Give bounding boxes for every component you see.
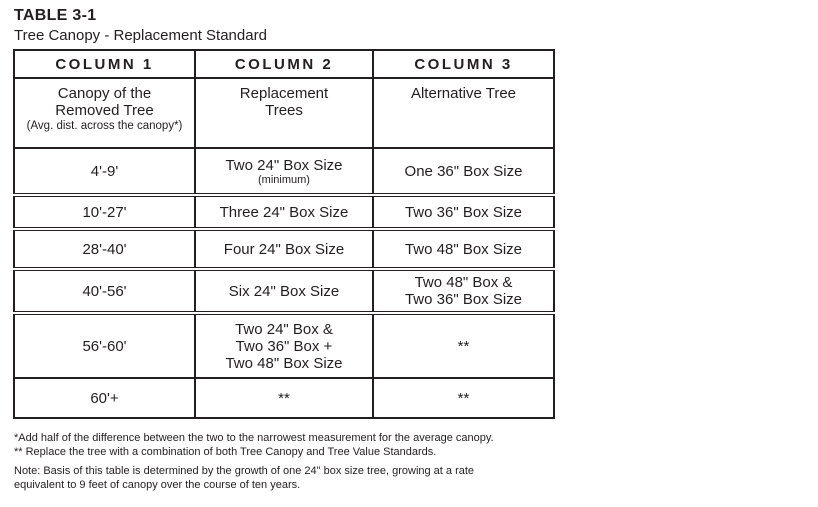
- table-title: Tree Canopy - Replacement Standard: [14, 27, 267, 44]
- table-row: [14, 313, 554, 378]
- column-description: [195, 78, 373, 148]
- alternative-line: Two 48" Box &: [414, 274, 513, 291]
- canopy-cell: 28'-40': [14, 229, 195, 269]
- replacement-cell: Four 24" Box Size: [195, 229, 373, 269]
- description-line: Removed Tree: [55, 102, 154, 119]
- alternative-cell: Two 36" Box Size: [373, 195, 554, 229]
- table-number: TABLE 3-1: [14, 7, 97, 24]
- alternative-cell: [373, 269, 554, 313]
- canopy-cell: 10'-27': [14, 195, 195, 229]
- replacement-line: Two 48" Box Size: [225, 354, 343, 372]
- footnote: *Add half of the difference between the two to the narrowest measurement for the average canopy.: [14, 432, 494, 444]
- table-row: [14, 378, 554, 418]
- description-line: Trees: [265, 102, 303, 119]
- replacement-cell: **: [195, 378, 373, 418]
- canopy-cell: 56'-60': [14, 313, 195, 378]
- canopy-cell: 4'-9': [14, 148, 195, 195]
- description-line: Alternative Tree: [410, 85, 517, 102]
- alternative-cell: One 36" Box Size: [373, 148, 554, 195]
- alternative-cell: Two 48" Box Size: [373, 229, 554, 269]
- note-line: Note: Basis of this table is determined by the growth of one 24" box size tree, growing at a rate: [14, 465, 475, 477]
- column-description: [14, 78, 195, 148]
- replacement-cell: [195, 148, 373, 195]
- replacement-standard-table: [13, 49, 555, 419]
- column-description: [373, 78, 554, 148]
- replacement-note: (minimum): [258, 173, 310, 186]
- replacement-line: Two 36" Box +: [235, 337, 333, 355]
- footnotes: [14, 431, 574, 492]
- replacement-cell: [195, 313, 373, 378]
- column-header: COLUMN 1: [14, 50, 195, 78]
- column-header-row: [14, 50, 554, 78]
- table-row: [14, 269, 554, 313]
- footnote: ** Replace the tree with a combination of both Tree Canopy and Tree Value Standards.: [14, 446, 437, 458]
- replacement-line: Two 24" Box &: [235, 320, 333, 338]
- alternative-cell: **: [373, 378, 554, 418]
- table-row: [14, 229, 554, 269]
- note-line: equivalent to 9 feet of canopy over the course of ten years.: [14, 479, 301, 491]
- description-note: (Avg. dist. across the canopy*): [26, 120, 183, 132]
- description-line: Canopy of the: [57, 85, 152, 102]
- alternative-line: Two 36" Box Size: [404, 291, 523, 308]
- replacement-line: Two 24" Box Size: [225, 156, 343, 174]
- description-line: Replacement: [239, 85, 329, 102]
- replacement-cell: Three 24" Box Size: [195, 195, 373, 229]
- alternative-cell: **: [373, 313, 554, 378]
- canopy-cell: 40'-56': [14, 269, 195, 313]
- table-row: [14, 195, 554, 229]
- canopy-cell: 60'+: [14, 378, 195, 418]
- column-header: COLUMN 3: [373, 50, 554, 78]
- table-row: [14, 148, 554, 195]
- replacement-cell: Six 24" Box Size: [195, 269, 373, 313]
- column-header: COLUMN 2: [195, 50, 373, 78]
- column-description-row: [14, 78, 554, 148]
